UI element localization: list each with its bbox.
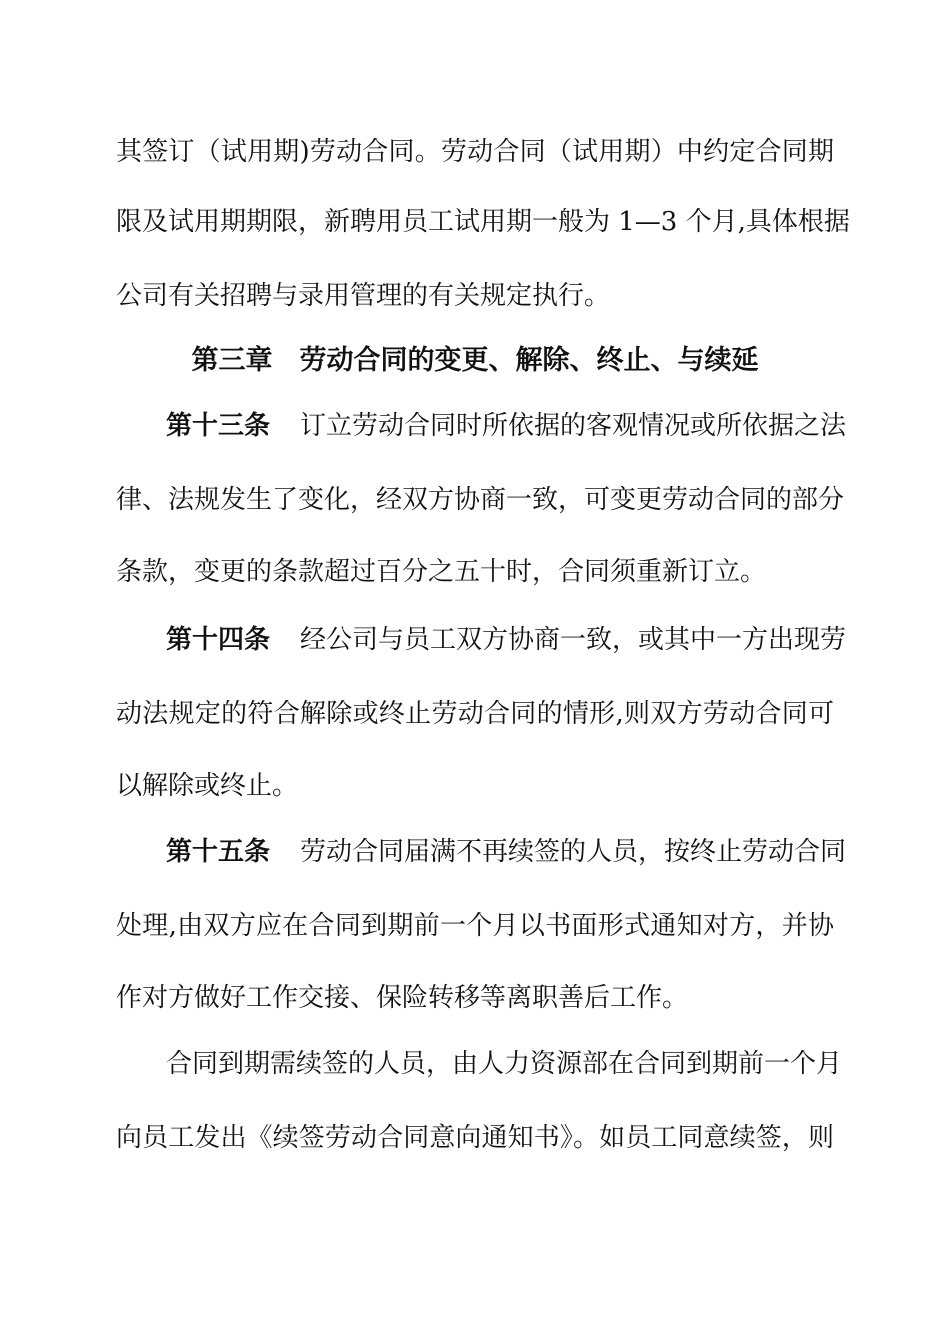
paragraph-line: 律、法规发生了变化，经双方协商一致，可变更劳动合同的部分 xyxy=(116,485,845,515)
paragraph-line: 以解除或终止。 xyxy=(116,771,299,801)
paragraph-line: 作对方做好工作交接、保险转移等离职善后工作。 xyxy=(116,983,689,1013)
paragraph-line: 向员工发出《续签劳动合同意向通知书》。如员工同意续签，则 xyxy=(116,1123,834,1153)
paragraph-line: 处理,由双方应在合同到期前一个月以书面形式通知对方，并协 xyxy=(116,911,834,941)
paragraph-line: 其签订（试用期)劳动合同。劳动合同（试用期）中约定合同期 xyxy=(116,137,834,167)
article-13-first-line xyxy=(166,410,847,442)
article-14-first-line xyxy=(166,624,847,656)
paragraph-line: 限及试用期期限，新聘用员工试用期一般为 1—3 个月,具体根据 xyxy=(116,207,850,237)
article-15-label: 第十五条 xyxy=(166,837,271,867)
article-13-text: 订立劳动合同时所依据的客观情况或所依据之法 xyxy=(300,411,847,441)
paragraph-line: 公司有关招聘与录用管理的有关规定执行。 xyxy=(116,281,611,311)
article-15-text: 劳动合同届满不再续签的人员，按终止劳动合同 xyxy=(300,837,847,867)
chapter-heading: 第三章 劳动合同的变更、解除、终止、与续延 xyxy=(191,345,759,376)
article-14-label: 第十四条 xyxy=(166,625,271,655)
article-13-label: 第十三条 xyxy=(166,411,271,441)
article-15-first-line xyxy=(166,836,847,868)
paragraph-line: 合同到期需续签的人员，由人力资源部在合同到期前一个月 xyxy=(166,1049,843,1079)
paragraph-line: 动法规定的符合解除或终止劳动合同的情形,则双方劳动合同可 xyxy=(116,699,834,729)
article-14-text: 经公司与员工双方协商一致，或其中一方出现劳 xyxy=(300,625,847,655)
paragraph-line: 条款，变更的条款超过百分之五十时，合同须重新订立。 xyxy=(116,557,767,587)
